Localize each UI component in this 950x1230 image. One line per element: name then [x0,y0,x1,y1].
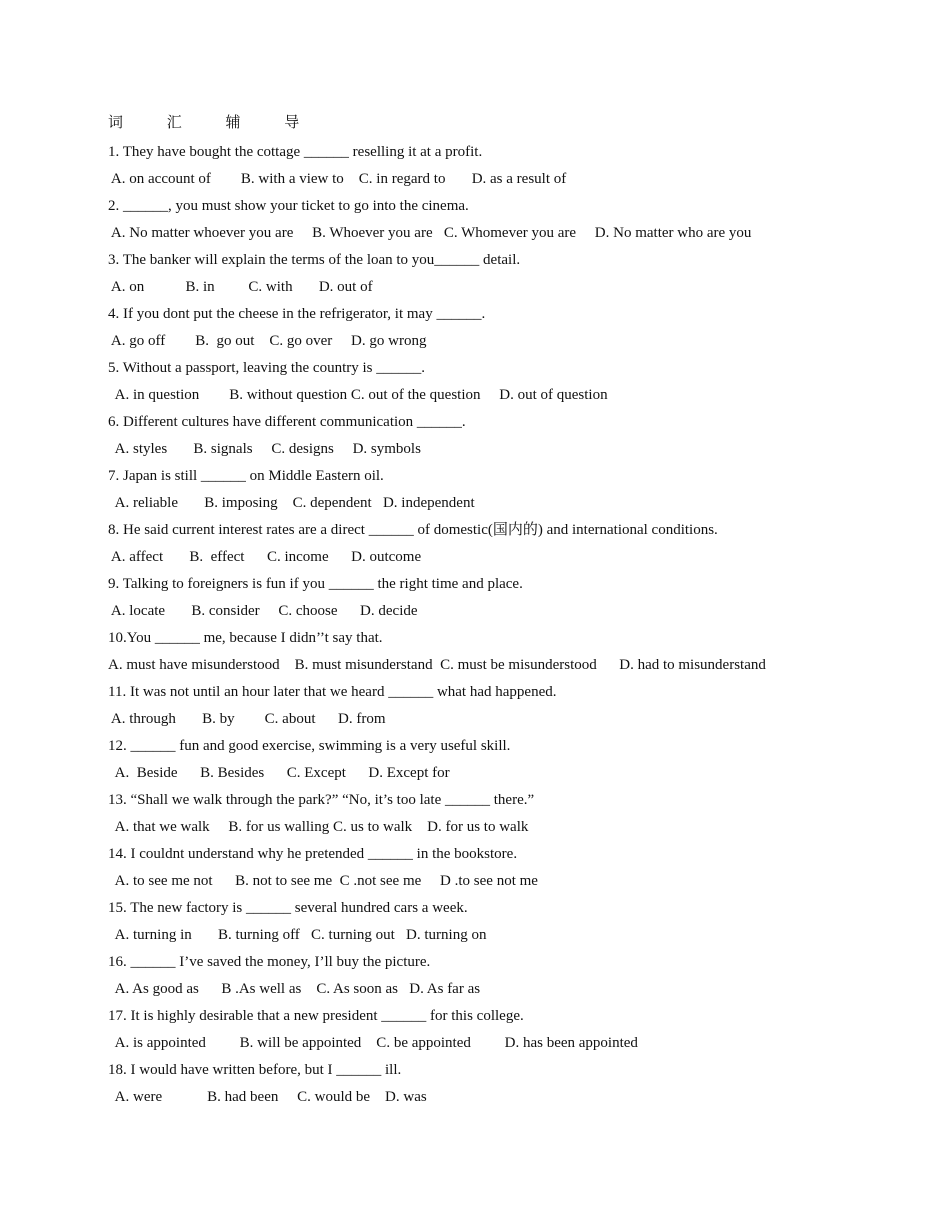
question-text: 10.You ______ me, because I didn’’t say that. [108,630,383,646]
question-text: 17. It is highly desirable that a new president ______ for this college. [108,1008,524,1024]
question-text: 1. They have bought the cottage ______ reselling it at a profit. [108,144,483,160]
question-options: A. on account of B. with a view to C. in regard to D. as a result of [108,171,567,187]
question-options: A. Beside B. Besides C. Except D. Except for [108,765,450,781]
question-options: A. No matter whoever you are B. Whoever you are C. Whomever you are D. No matter who are you [108,225,752,241]
document-title: 词 汇 辅 导 [108,115,320,131]
question-text: 6. Different cultures have different communication ______. [108,414,466,430]
question-options: A. turning in B. turning off C. turning out D. turning on [108,927,487,943]
question-list [108,139,928,1111]
question-options: A. go off B. go out C. go over D. go wrong [108,333,427,349]
question-text: 9. Talking to foreigners is fun if you ______ the right time and place. [108,576,523,592]
question-options: A. on B. in C. with D. out of [108,279,373,295]
question-options: A. in question B. without question C. out of the question D. out of question [108,387,608,403]
question-options: A. to see me not B. not to see me C .not see me D .to see not me [108,873,538,889]
question-options: A. must have misunderstood B. must misunderstand C. must be misunderstood D. had to misunderstand [108,657,766,673]
document-page [108,112,928,1111]
question-text: 15. The new factory is ______ several hundred cars a week. [108,900,468,916]
question-options: A. styles B. signals C. designs D. symbols [108,441,421,457]
question-options: A. were B. had been C. would be D. was [108,1089,427,1105]
question-options: A. affect B. effect C. income D. outcome [108,549,422,565]
question-options: A. As good as B .As well as C. As soon as D. As far as [108,981,481,997]
question-text: 3. The banker will explain the terms of the loan to you______ detail. [108,252,521,268]
question-options: A. through B. by C. about D. from [108,711,386,727]
question-text: 18. I would have written before, but I ______ ill. [108,1062,402,1078]
question-options: A. locate B. consider C. choose D. decide [108,603,418,619]
question-text: 13. “Shall we walk through the park?” “No, it’s too late ______ there.” [108,792,535,808]
question-text: 7. Japan is still ______ on Middle Eastern oil. [108,468,384,484]
question-text: 4. If you dont put the cheese in the refrigerator, it may ______. [108,306,486,322]
question-options: A. that we walk B. for us walling C. us to walk D. for us to walk [108,819,529,835]
question-text: 14. I couldnt understand why he pretended ______ in the bookstore. [108,846,518,862]
question-text: 8. He said current interest rates are a direct ______ of domestic(国内的) and international conditions. [108,522,718,538]
question-text: 11. It was not until an hour later that we heard ______ what had happened. [108,684,557,700]
question-text: 2. ______, you must show your ticket to go into the cinema. [108,198,469,214]
question-options: A. is appointed B. will be appointed C. be appointed D. has been appointed [108,1035,638,1051]
question-text: 16. ______ I’ve saved the money, I’ll buy the picture. [108,954,431,970]
question-text: 12. ______ fun and good exercise, swimming is a very useful skill. [108,738,511,754]
question-text: 5. Without a passport, leaving the country is ______. [108,360,425,376]
question-options: A. reliable B. imposing C. dependent D. independent [108,495,475,511]
